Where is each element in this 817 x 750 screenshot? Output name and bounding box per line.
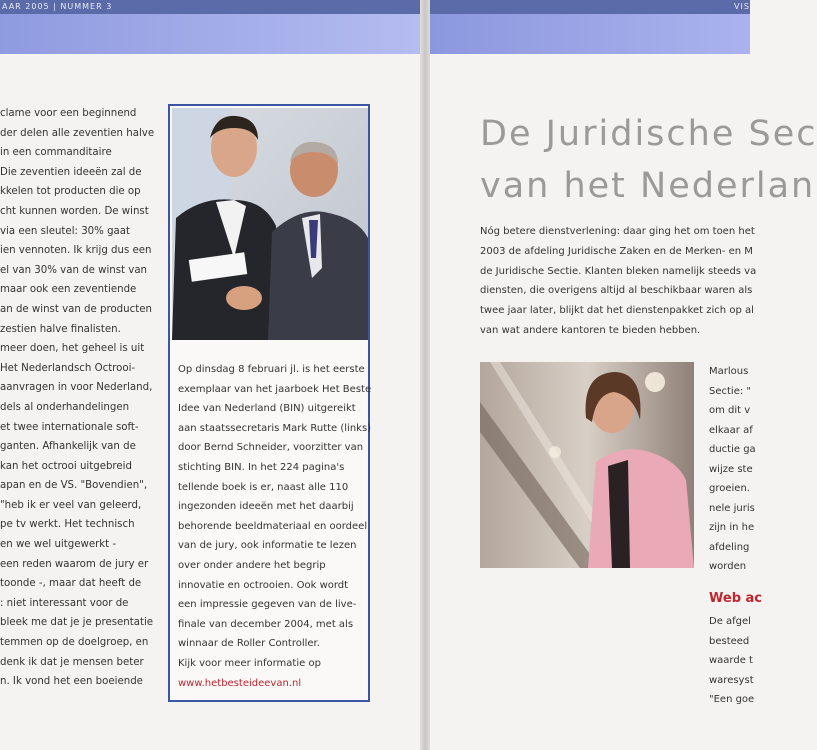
text-line: : niet interessant voor de bbox=[0, 597, 129, 609]
text-line: et twee internationale soft- bbox=[0, 421, 139, 433]
text-line: wijze ste bbox=[709, 463, 753, 475]
text-line: Marlous bbox=[709, 366, 749, 377]
text-line: toonde -, maar dat heeft de bbox=[0, 578, 142, 590]
text-line: cht kunnen worden. De winst bbox=[0, 205, 149, 217]
text-line: "heb ik er veel van geleerd, bbox=[0, 499, 142, 511]
text-line: "Een goe bbox=[709, 694, 755, 705]
caption-line: een impressie gegeven van de live- bbox=[178, 599, 357, 611]
intro-line: 2003 de afdeling Juridische Zaken en de Merken- en M bbox=[480, 245, 753, 257]
text-line: denk ik dat je mensen beter bbox=[0, 656, 144, 668]
text-line: waarde t bbox=[709, 655, 753, 666]
page-header-bar-right bbox=[430, 0, 750, 14]
text-line: Die zeventien ideeën zal de bbox=[0, 166, 142, 178]
caption-line: door Bernd Schneider, voorzitter van bbox=[178, 442, 364, 454]
intro-line: van wat andere kantoren te bieden hebben. bbox=[480, 324, 701, 336]
caption-line: innovatie en octrooien. Ook wordt bbox=[178, 579, 349, 591]
section-subheading: Web ac bbox=[709, 591, 763, 606]
text-line: clame voor een beginnend bbox=[0, 108, 137, 119]
title-line-1: De Juridische Sec bbox=[480, 114, 817, 154]
text-line: pe tv werkt. Het technisch bbox=[0, 519, 135, 531]
caption-line: Op dinsdag 8 februari jl. is het eerste bbox=[178, 364, 365, 375]
text-line: ductie ga bbox=[709, 444, 756, 455]
caption-line: Idee van Nederland (BIN) uitgereikt bbox=[178, 403, 356, 415]
text-line: kkelen tot producten die op bbox=[0, 186, 141, 198]
header-band-right bbox=[430, 14, 750, 54]
article-intro bbox=[480, 222, 757, 341]
text-line: n. Ik vond het een boeiende bbox=[0, 676, 143, 688]
text-line: ganten. Afhankelijk van de bbox=[0, 441, 136, 453]
sidebar-caption bbox=[178, 360, 372, 693]
caption-line: finale van december 2004, met als bbox=[178, 618, 354, 630]
caption-line: ingezonden ideeën met het daarbij bbox=[178, 501, 354, 513]
caption-line: aan staatssecretaris Mark Rutte (links) bbox=[178, 422, 372, 434]
article-side-column-2 bbox=[709, 612, 755, 710]
caption-line: Kijk voor meer informatie op bbox=[178, 657, 321, 669]
text-line: waresyst bbox=[709, 674, 754, 686]
text-line: maar ook een zeventiende bbox=[0, 284, 137, 296]
intro-line: Nóg betere dienstverlening: daar ging het om toen het bbox=[480, 226, 755, 237]
text-line: temmen op de doelgroep, en bbox=[0, 637, 149, 649]
text-line: dels al onderhandelingen bbox=[0, 401, 130, 413]
page-gutter bbox=[420, 0, 430, 750]
text-line: ien vennoten. Ik krijg dus een bbox=[0, 245, 152, 257]
text-line: aanvragen in voor Nederland, bbox=[0, 382, 153, 394]
caption-line: tellende boek is er, naast alle 110 bbox=[178, 481, 349, 493]
left-body-column bbox=[0, 104, 155, 692]
text-line: der delen alle zeventien halve bbox=[0, 127, 155, 139]
text-line: worden bbox=[709, 561, 747, 572]
section-label: VIS bbox=[734, 2, 750, 11]
text-line: an de winst van de producten bbox=[0, 303, 152, 315]
text-line: en we wel uitgewerkt - bbox=[0, 539, 117, 551]
text-line: Sectie: " bbox=[709, 385, 751, 397]
header-band-left bbox=[0, 14, 420, 54]
text-line: zestien halve finalisten. bbox=[0, 323, 121, 335]
intro-line: de Juridische Sectie. Klanten bleken namelijk steeds va bbox=[480, 265, 757, 277]
website-link[interactable]: www.hetbesteideevan.nl bbox=[178, 677, 302, 689]
text-line: bleek me dat je je presentatie bbox=[0, 617, 154, 629]
text-line: nele juris bbox=[709, 502, 755, 514]
text-line: afdeling bbox=[709, 541, 750, 553]
photo-handshake bbox=[172, 108, 368, 340]
intro-line: diensten, die overigens altijd al beschikbaar waren als bbox=[480, 285, 753, 297]
text-line: om dit v bbox=[709, 405, 751, 416]
caption-line: over onder andere het begrip bbox=[178, 559, 326, 571]
issue-label: AAR 2005 | NUMMER 3 bbox=[2, 2, 113, 11]
photo-portrait bbox=[480, 362, 694, 568]
article-title bbox=[480, 108, 817, 212]
caption-line: winnaar de Roller Controller. bbox=[178, 638, 320, 650]
caption-line: exemplaar van het jaarboek Het Beste bbox=[178, 383, 372, 395]
text-line: besteed bbox=[709, 635, 750, 647]
text-line: zijn in he bbox=[709, 522, 755, 533]
article-side-column bbox=[709, 362, 756, 577]
text-line: De afgel bbox=[709, 616, 751, 627]
text-line: elkaar af bbox=[709, 424, 753, 436]
text-line: via een sleutel: 30% gaat bbox=[0, 225, 131, 237]
text-line: apan en de VS. "Bovendien", bbox=[0, 480, 148, 492]
intro-line: twee jaar later, blijkt dat het dienstenpakket zich op al bbox=[480, 305, 754, 317]
text-line: in een commanditaire bbox=[0, 147, 112, 159]
text-line: Het Nederlandsch Octrooi- bbox=[0, 362, 136, 374]
title-line-2: van het Nederlan bbox=[480, 166, 816, 206]
caption-line: stichting BIN. In het 224 pagina's bbox=[178, 461, 345, 473]
text-line: el van 30% van de winst van bbox=[0, 264, 148, 276]
text-line: meer doen, het geheel is uit bbox=[0, 343, 145, 355]
caption-line: behorende beeldmateriaal en oordeel bbox=[178, 520, 368, 532]
caption-line: van de jury, ook informatie te lezen bbox=[178, 540, 357, 552]
text-line: kan het octrooi uitgebreid bbox=[0, 460, 132, 472]
text-line: een reden waarom de jury er bbox=[0, 558, 149, 570]
text-line: groeien. bbox=[709, 483, 750, 494]
